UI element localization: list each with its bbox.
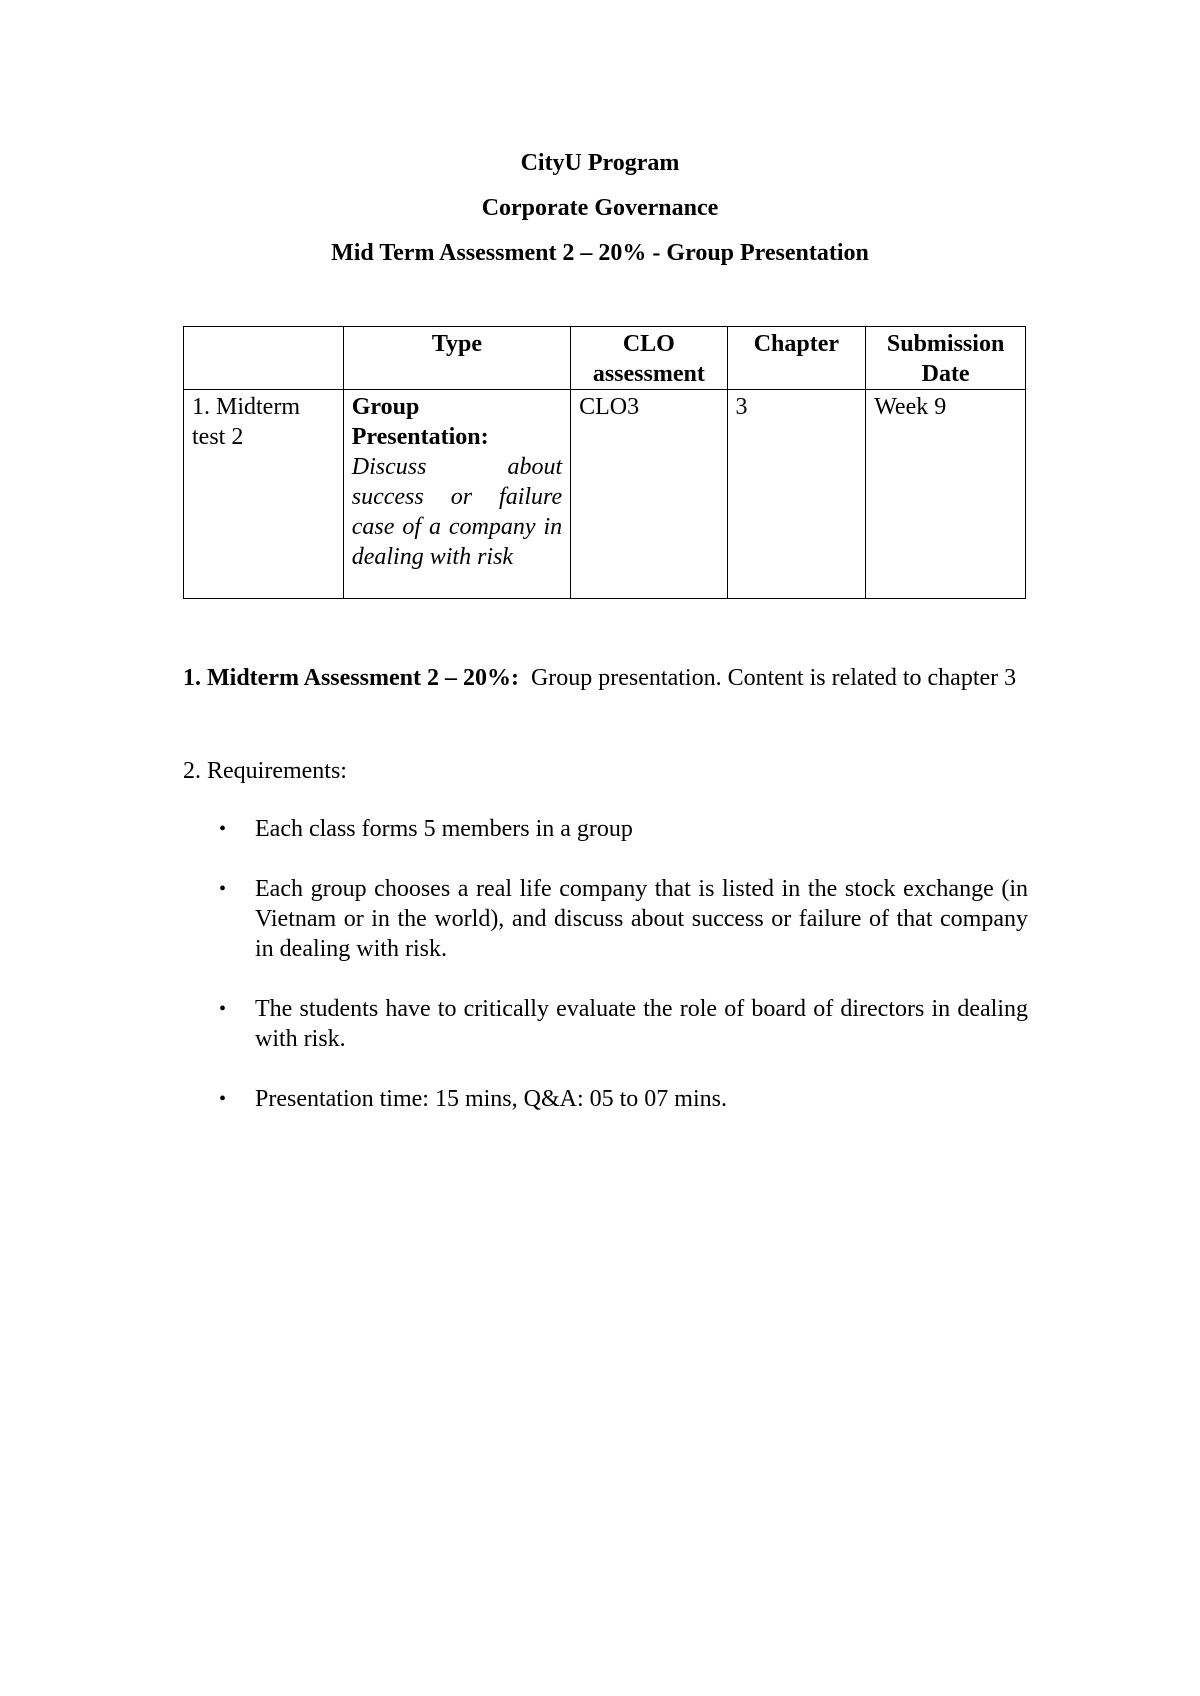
header-cell-submission: Submission Date <box>866 327 1026 390</box>
cell-type <box>343 390 570 599</box>
requirements-list <box>183 814 1028 1144</box>
type-description: Discuss about success or failure case of a company in dealing with risk <box>351 454 563 570</box>
header-cell-type: Type <box>343 327 570 390</box>
assessment-table <box>183 326 1026 599</box>
requirement-text: The students have to critically evaluate the role of board of directors in dealing with risk. <box>255 996 1028 1052</box>
section1-label: 1. Midterm Assessment 2 – 20%: <box>183 665 519 691</box>
header-cell-clo: CLO assessment <box>571 327 727 390</box>
document-heading <box>0 146 1200 281</box>
requirement-text: Each class forms 5 members in a group <box>255 816 633 842</box>
bullet-icon: • <box>219 1088 227 1110</box>
list-item <box>183 814 1028 844</box>
bullet-icon: • <box>219 818 227 840</box>
header-cell-chapter: Chapter <box>727 327 866 390</box>
type-title: Group Presentation: <box>351 394 489 450</box>
bullet-icon: • <box>219 998 227 1020</box>
list-item <box>183 994 1028 1054</box>
section-requirements-heading: 2. Requirements: <box>183 758 347 784</box>
list-item <box>183 1084 1028 1114</box>
course-title: Corporate Governance <box>481 195 719 221</box>
assessment-title: Mid Term Assessment 2 – 20% - Group Presentation <box>331 240 869 266</box>
header-cell-blank <box>184 327 344 390</box>
cell-chapter: 3 <box>727 390 866 599</box>
table-header-row <box>184 327 1026 390</box>
section1-text: Group presentation. Content is related to chapter 3 <box>530 665 1017 691</box>
program-title: CityU Program <box>520 150 680 176</box>
cell-submission: Week 9 <box>866 390 1026 599</box>
section-midterm-assessment <box>183 664 1028 693</box>
cell-clo: CLO3 <box>571 390 727 599</box>
requirement-text: Presentation time: 15 mins, Q&A: 05 to 07 mins. <box>255 1086 727 1112</box>
list-item <box>183 874 1028 964</box>
requirement-text: Each group chooses a real life company that is listed in the stock exchange (in Vietnam or in the world), and discuss about success or failure of that company in dealing with risk. <box>255 876 1028 962</box>
table-row <box>184 390 1026 599</box>
cell-item: 1. Midterm test 2 <box>184 390 344 599</box>
bullet-icon: • <box>219 878 227 900</box>
